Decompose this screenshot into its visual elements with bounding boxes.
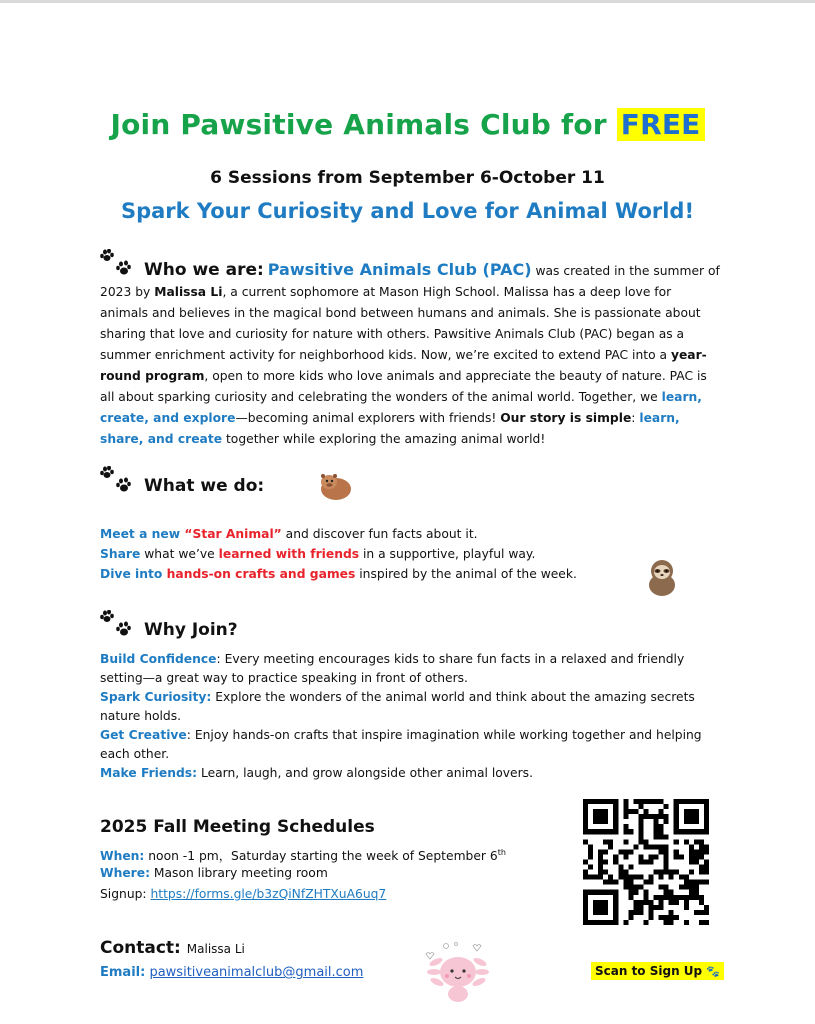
schedule-where: Where: Mason library meeting room xyxy=(100,866,328,880)
why-item: Get Creative: Enjoy hands-on crafts that inspire imagination while working together and helping each other. xyxy=(100,728,702,761)
email-link[interactable]: pawsitiveanimalclub@gmail.com xyxy=(149,965,364,980)
why-item: Make Friends: Learn, laugh, and grow alongside other animal lovers. xyxy=(100,766,533,780)
club-name: Pawsitive Animals Club (PAC) xyxy=(267,260,532,279)
who-heading: Who we are: xyxy=(144,260,264,280)
signup-link[interactable]: https://forms.gle/b3zQiNfZHTXuA6uq7 xyxy=(150,887,387,901)
why-list xyxy=(100,650,725,783)
paw-icon xyxy=(99,610,135,640)
tagline: Spark Your Curiosity and Love for Animal World! xyxy=(120,199,695,223)
top-border xyxy=(0,0,815,3)
scan-to-sign-up-label: Scan to Sign Up 🐾 xyxy=(591,962,724,980)
page-title: Join Pawsitive Animals Club for FREE xyxy=(0,108,815,141)
what-line-3: Dive into hands-on crafts and games inspired by the animal of the week. xyxy=(100,567,577,581)
who-we-are-section: Who we are: Pawsitive Animals Club (PAC) was created in the summer of 2023 by Malissa Li, a current sophomore at Mason High School. Malissa has a deep love for animals and believes in the magical bond between humans and animals. She is passionate about sharing that love and curiosity for nature with others. Pawsitive Animals Club (PAC) began as a summer enrichment activity for neighborhood kids. Now, we’re excited to extend PAC into a year-round program, open to more kids who love animals and appreciate the beauty of nature. PAC is all about sparking curiosity and celebrating the wonders of the animal world. Together, we learn, create, and explore—becoming animal explorers with friends! Our story is simple: learn, share, and create together while exploring the amazing animal world! xyxy=(100,260,720,446)
paw-icon xyxy=(99,466,135,496)
why-heading: Why Join? xyxy=(144,620,238,640)
what-line-2: Share what we’ve learned with friends in a supportive, playful way. xyxy=(100,547,536,561)
what-line-1: Meet a new “Star Animal” and discover fun facts about it. xyxy=(100,527,478,541)
axolotl-icon xyxy=(418,940,498,1006)
schedule-signup: Signup: https://forms.gle/b3zQiNfZHTXuA6uq7 xyxy=(100,887,387,901)
schedule-when: When: noon -1 pm，Saturday starting the week of September 6th xyxy=(100,848,506,864)
why-item: Spark Curiosity: Explore the wonders of the animal world and think about the amazing secrets nature holds. xyxy=(100,690,695,723)
schedule-heading: 2025 Fall Meeting Schedules xyxy=(100,817,375,837)
why-item: Build Confidence: Every meeting encourages kids to share fun facts in a relaxed and friendly setting—a great way to practice speaking in front of others. xyxy=(100,652,685,685)
sloth-icon xyxy=(646,559,678,597)
qr-code[interactable] xyxy=(581,799,711,925)
sessions-subtitle: 6 Sessions from September 6-October 11 xyxy=(210,168,605,188)
free-highlight: FREE xyxy=(617,108,705,141)
contact-email: Email: pawsitiveanimalclub@gmail.com xyxy=(100,965,364,980)
capybara-icon xyxy=(318,470,354,502)
paw-icon: 🐾 xyxy=(706,965,721,978)
contact-heading: Contact: Malissa Li xyxy=(100,938,245,958)
what-heading: What we do: xyxy=(144,476,265,496)
contact-name: Malissa Li xyxy=(186,942,245,956)
